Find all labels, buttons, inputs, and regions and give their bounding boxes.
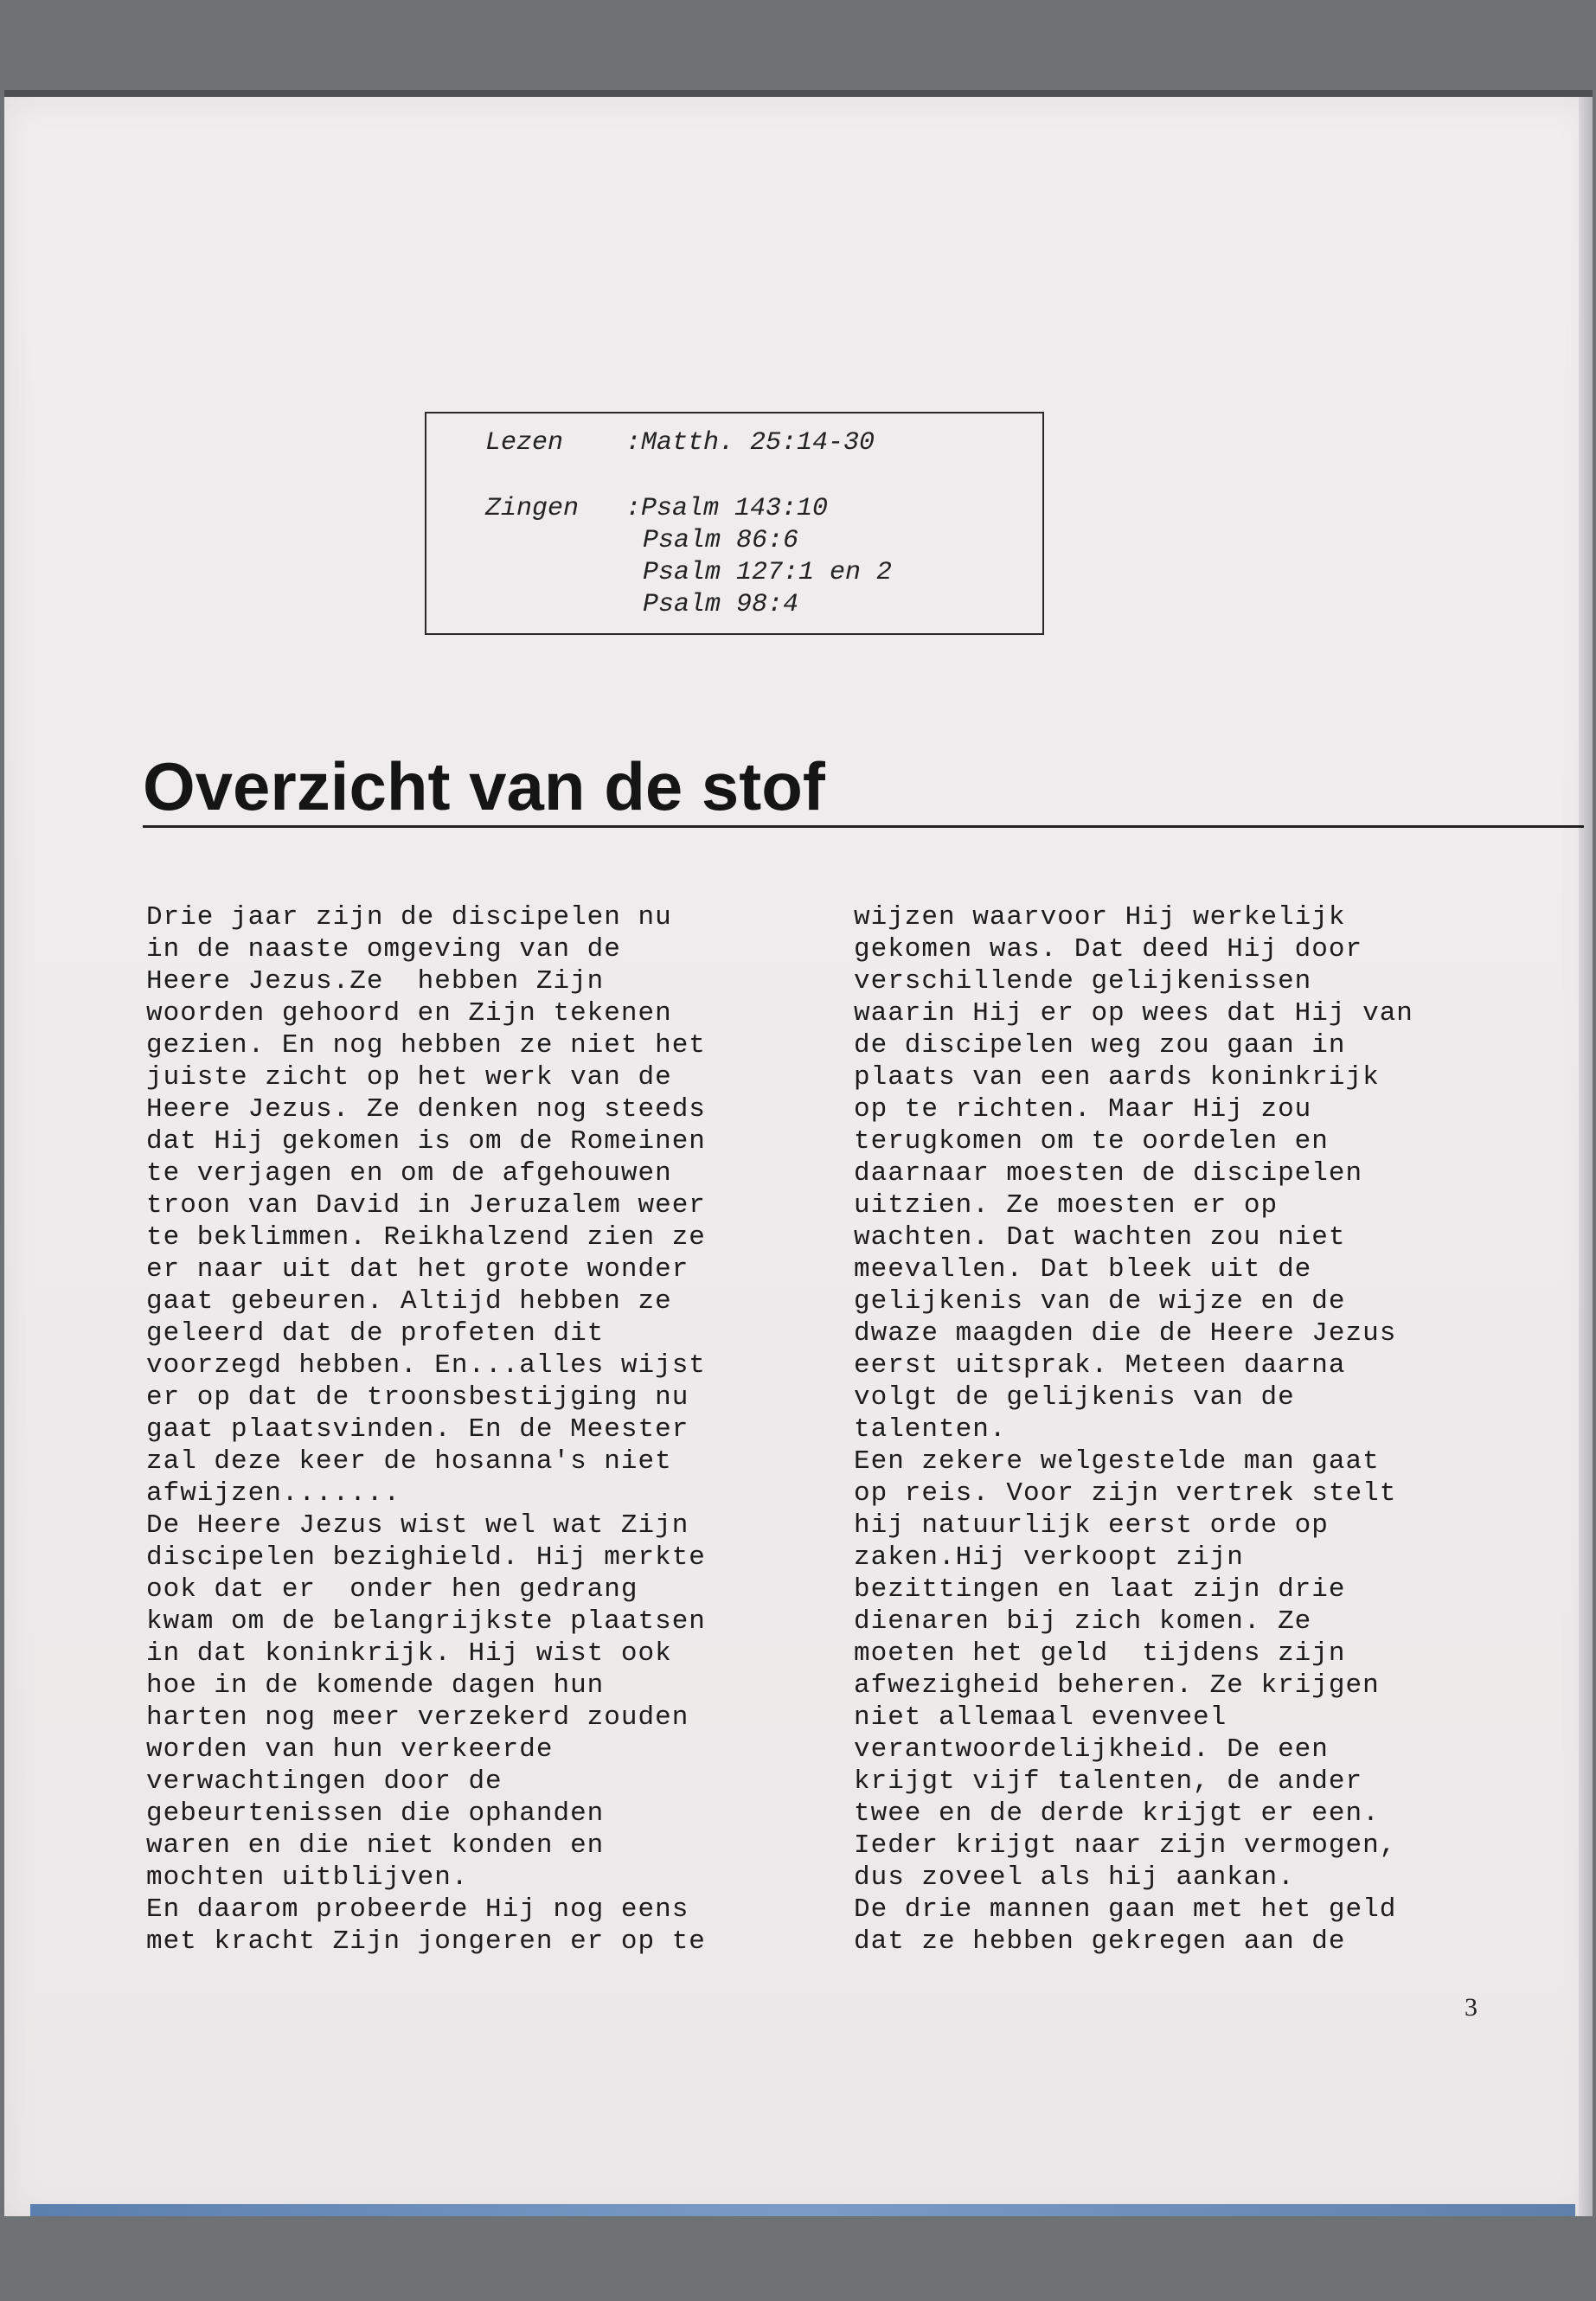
zingen-value-2: Psalm 86:6 (643, 526, 799, 555)
text-line: wijzen waarvoor Hij werkelijk (854, 902, 1346, 933)
text-line: dus zoveel als hij aankan. (854, 1862, 1295, 1893)
text-line: afwijzen....... (146, 1478, 401, 1509)
text-line: op te richten. Maar Hij zou (854, 1094, 1312, 1125)
page-title: Overzicht van de stof (143, 748, 825, 824)
document-page (4, 90, 1593, 2216)
text-line: zaken.Hij verkoopt zijn (854, 1542, 1244, 1573)
zingen-value-3: Psalm 127:1 en 2 (643, 558, 893, 587)
text-line: meevallen. Dat bleek uit de (854, 1254, 1312, 1285)
text-line: talenten. (854, 1414, 1007, 1445)
text-line: gebeurtenissen die ophanden (146, 1798, 605, 1829)
text-line: troon van David in Jeruzalem weer (146, 1190, 706, 1221)
text-line: bezittingen en laat zijn drie (854, 1574, 1346, 1605)
text-line: terugkomen om te oordelen en (854, 1126, 1329, 1157)
text-line: verschillende gelijkenissen (854, 966, 1312, 997)
page-number: 3 (1465, 1993, 1477, 2022)
text-line: daarnaar moesten de discipelen (854, 1158, 1363, 1189)
text-line: mochten uitblijven. (146, 1862, 469, 1893)
text-line: uitzien. Ze moesten er op (854, 1190, 1279, 1221)
text-line: moeten het geld tijdens zijn (854, 1638, 1346, 1669)
text-line: er naar uit dat het grote wonder (146, 1254, 689, 1285)
text-line: ook dat er onder hen gedrang (146, 1574, 638, 1605)
text-line: Heere Jezus.Ze hebben Zijn (146, 966, 605, 997)
text-line: harten nog meer verzekerd zouden (146, 1702, 689, 1733)
text-line: niet allemaal evenveel (854, 1702, 1227, 1733)
text-line: wachten. Dat wachten zou niet (854, 1222, 1346, 1253)
zingen-label: Zingen (485, 494, 580, 523)
text-line: in de naaste omgeving van de (146, 934, 621, 965)
text-line: dienaren bij zich komen. Ze (854, 1606, 1312, 1637)
text-line: verantwoordelijkheid. De een (854, 1734, 1329, 1765)
text-line: De Heere Jezus wist wel wat Zijn (146, 1510, 689, 1541)
page-right-edge (1579, 97, 1593, 2216)
text-line: gekomen was. Dat deed Hij door (854, 934, 1363, 965)
text-line: woorden gehoord en Zijn tekenen (146, 998, 672, 1029)
text-line: gaat gebeuren. Altijd hebben ze (146, 1286, 672, 1317)
text-line: Ieder krijgt naar zijn vermogen, (854, 1830, 1397, 1861)
right-column (854, 901, 1511, 1958)
text-line: En daarom probeerde Hij nog eens (146, 1894, 689, 1925)
text-line: waarin Hij er op wees dat Hij van (854, 998, 1413, 1029)
text-line: gaat plaatsvinden. En de Meester (146, 1414, 689, 1445)
text-line: zal deze keer de hosanna's niet (146, 1446, 672, 1477)
text-line: kwam om de belangrijkste plaatsen (146, 1606, 706, 1637)
text-line: de discipelen weg zou gaan in (854, 1030, 1346, 1061)
zingen-value-4: Psalm 98:4 (643, 590, 799, 619)
text-line: met kracht Zijn jongeren er op te (146, 1926, 706, 1957)
text-line: dat Hij gekomen is om de Romeinen (146, 1126, 706, 1157)
text-line: voorzegd hebben. En...alles wijst (146, 1350, 706, 1381)
text-line: dat ze hebben gekregen aan de (854, 1926, 1346, 1957)
text-line: gelijkenis van de wijze en de (854, 1286, 1346, 1317)
text-line: hij natuurlijk eerst orde op (854, 1510, 1329, 1541)
text-line: te verjagen en om de afgehouwen (146, 1158, 672, 1189)
text-line: Een zekere welgestelde man gaat (854, 1446, 1380, 1477)
text-line: geleerd dat de profeten dit (146, 1318, 605, 1349)
text-line: waren en die niet konden en (146, 1830, 605, 1861)
text-line: afwezigheid beheren. Ze krijgen (854, 1670, 1380, 1701)
text-line: plaats van een aards koninkrijk (854, 1062, 1380, 1093)
text-line: eerst uitsprak. Meteen daarna (854, 1350, 1346, 1381)
text-line: discipelen bezighield. Hij merkte (146, 1542, 706, 1573)
text-line: twee en de derde krijgt er een. (854, 1798, 1380, 1829)
text-line: Drie jaar zijn de discipelen nu (146, 902, 672, 933)
zingen-value-1: :Psalm 143:10 (625, 494, 829, 523)
lezen-label: Lezen (485, 428, 564, 458)
text-line: De drie mannen gaan met het geld (854, 1894, 1397, 1925)
text-line: gezien. En nog hebben ze niet het (146, 1030, 706, 1061)
text-line: op reis. Voor zijn vertrek stelt (854, 1478, 1397, 1509)
text-line: volgt de gelijkenis van de (854, 1382, 1295, 1413)
text-line: krijgt vijf talenten, de ander (854, 1766, 1363, 1797)
title-underline (143, 825, 1584, 828)
text-line: Heere Jezus. Ze denken nog steeds (146, 1094, 706, 1125)
lezen-value: :Matth. 25:14-30 (625, 428, 875, 458)
text-line: worden van hun verkeerde (146, 1734, 554, 1765)
left-column (146, 901, 804, 1958)
text-line: juiste zicht op het werk van de (146, 1062, 672, 1093)
text-line: in dat koninkrijk. Hij wist ook (146, 1638, 672, 1669)
text-line: er op dat de troonsbestijging nu (146, 1382, 689, 1413)
text-line: dwaze maagden die de Heere Jezus (854, 1318, 1397, 1349)
page-bottom-edge (30, 2204, 1575, 2216)
readings-box (425, 412, 1044, 635)
text-line: te beklimmen. Reikhalzend zien ze (146, 1222, 706, 1253)
text-line: hoe in de komende dagen hun (146, 1670, 605, 1701)
text-line: verwachtingen door de (146, 1766, 503, 1797)
